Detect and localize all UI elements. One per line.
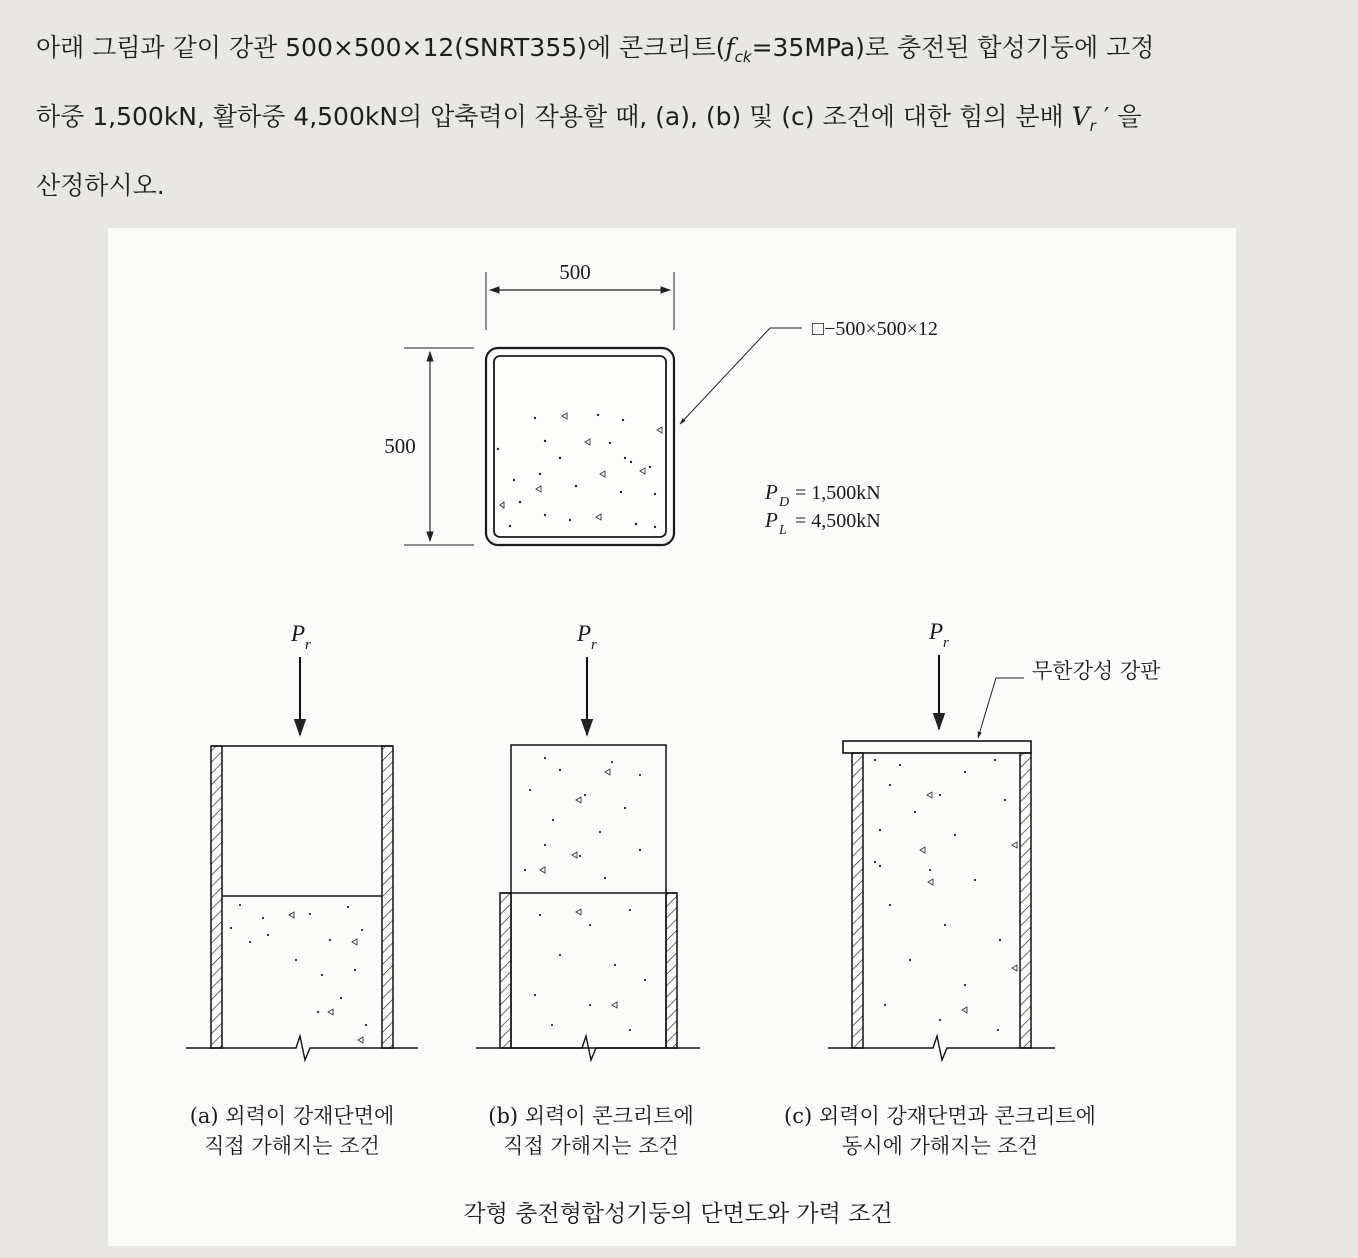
load-subscript: r xyxy=(943,635,949,651)
problem-line-2 xyxy=(36,87,1336,156)
dead-load-value: = 1,500kN xyxy=(795,482,881,504)
steel-wall-left xyxy=(500,893,511,1048)
load-symbol: P xyxy=(291,621,306,646)
problem-text: =35MPa)로 충전된 합성기둥에 고정 xyxy=(751,33,1155,62)
concrete-aggregate xyxy=(289,912,363,1043)
load-symbol: P xyxy=(577,621,592,646)
live-load-value: = 4,500kN xyxy=(795,510,881,532)
steel-tube-inner xyxy=(494,356,666,537)
problem-statement xyxy=(36,18,1336,215)
problem-text: ′ 을 xyxy=(1095,102,1142,131)
caption-c-line1: (c) 외력이 강재단면과 콘크리트에 xyxy=(784,1104,1096,1128)
steel-wall-right xyxy=(382,746,393,1048)
caption-b-line2: 직접 가해지는 조건 xyxy=(503,1134,679,1158)
concrete-dots xyxy=(874,759,1006,1031)
rigid-plate-label: 무한강성 강판 xyxy=(1032,659,1161,683)
dead-load-subscript: D xyxy=(779,495,790,510)
load-symbol: P xyxy=(929,619,944,644)
concrete-dots xyxy=(524,757,646,1031)
leader-arrow xyxy=(680,328,770,424)
column-c-both-loaded xyxy=(828,619,1161,1060)
column-a-steel-loaded xyxy=(186,621,418,1060)
column-b-concrete-loaded xyxy=(476,621,700,1060)
problem-line-1 xyxy=(36,18,1336,87)
vr-subscript: r xyxy=(1089,117,1096,135)
cross-section xyxy=(384,260,938,545)
rigid-steel-plate xyxy=(843,741,1031,753)
fck-subscript: ck xyxy=(734,48,752,66)
steel-wall-right xyxy=(1020,753,1031,1048)
figure-title: 각형 충전형합성기둥의 단면도와 가력 조건 xyxy=(463,1201,893,1227)
steel-wall-left xyxy=(211,746,222,1048)
concrete-aggregate xyxy=(540,769,617,1008)
vr-symbol: V xyxy=(1071,102,1090,131)
concrete-core xyxy=(511,745,666,1048)
problem-text: 아래 그림과 같이 강관 500×500×12(SNRT355)에 콘크리트( xyxy=(36,33,726,62)
captions xyxy=(190,1104,1096,1158)
concrete-aggregate xyxy=(920,792,1017,1013)
caption-a-line1: (a) 외력이 강재단면에 xyxy=(189,1104,395,1128)
dead-load-symbol: P xyxy=(765,480,778,504)
leader-arrow xyxy=(978,678,996,738)
fck-symbol: f xyxy=(725,33,735,62)
tube-spec-label: □−500×500×12 xyxy=(812,318,938,340)
caption-a-line2: 직접 가해지는 조건 xyxy=(204,1134,380,1158)
caption-c-line2: 동시에 가해지는 조건 xyxy=(842,1134,1038,1158)
live-load-subscript: L xyxy=(779,523,787,538)
steel-wall-right xyxy=(666,893,677,1048)
figure-panel xyxy=(108,228,1236,1246)
load-subscript: r xyxy=(305,637,311,653)
problem-line-3: 산정하시오. xyxy=(36,171,165,200)
load-subscript: r xyxy=(591,637,597,653)
caption-b-line1: (b) 외력이 콘크리트에 xyxy=(488,1104,694,1128)
concrete-dots xyxy=(230,904,367,1026)
width-dimension-label: 500 xyxy=(559,260,591,284)
live-load-symbol: P xyxy=(765,508,778,532)
figure xyxy=(108,228,1236,1246)
problem-text: 하중 1,500kN, 활하중 4,500kN의 압축력이 작용할 때, (a), (b) 및 (c) 조건에 대한 힘의 분배 xyxy=(36,102,1072,131)
height-dimension-label: 500 xyxy=(384,434,416,458)
steel-wall-left xyxy=(852,753,863,1048)
